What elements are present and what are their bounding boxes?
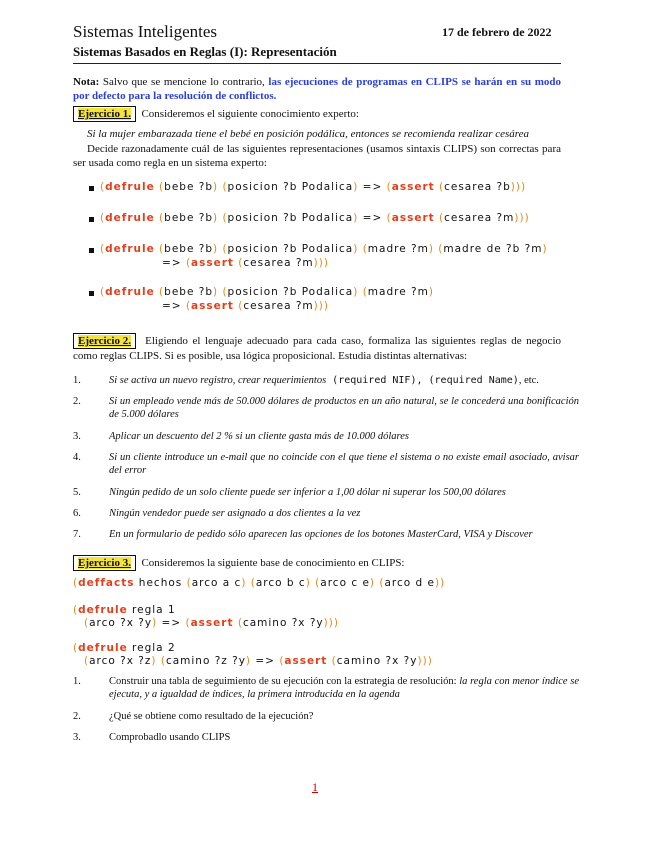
ex1-rule-line: (defrule (bebe ?b) (posicion ?b Podalica) (madre ?m) (madre de ?b ?m) — [100, 243, 548, 255]
note-text: Salvo que se mencione lo contrario, — [102, 76, 265, 88]
ex3-list-item — [73, 710, 579, 723]
ex3-label: Ejercicio 3. — [78, 557, 131, 569]
note-paragraph — [73, 75, 561, 103]
ex1-rule-line: (defrule (bebe ?b) (posicion ?b Podalica) (madre ?m) — [100, 286, 434, 298]
page-number: 1 — [312, 780, 318, 794]
ex3-list-item — [73, 731, 579, 744]
ex1-rule-line: => (assert (cesarea ?m))) — [162, 300, 329, 312]
ex2-list-item — [73, 430, 579, 443]
list-number: 3. — [73, 431, 81, 442]
ex3-rule1-head: (defrule regla 1 — [73, 604, 176, 616]
bullet-marker — [89, 217, 94, 222]
note-label: Nota: — [73, 76, 100, 88]
ex3-intro: Consideremos la siguiente base de conocimiento en CLIPS: — [141, 557, 405, 569]
bullet-marker — [89, 291, 94, 296]
list-text: Comprobadlo usando CLIPS — [109, 732, 231, 743]
ex1-header — [73, 106, 561, 122]
ex2-label-box — [73, 333, 136, 349]
list-text: En un formulario de pedido sólo aparecen las opciones de los botones MasterCard, VISA y Discover — [109, 529, 533, 540]
list-number: 2. — [73, 711, 81, 722]
note-highlight: las ejecuciones de programas en CLIPS se harán en su modo por defecto para la resolución de conflictos. — [73, 76, 561, 102]
ex1-intro: Consideremos el siguiente conocimiento experto: — [141, 108, 359, 120]
list-code: (required NIF), (required Name) — [326, 375, 519, 386]
ex3-label-box — [73, 555, 136, 571]
list-number: 1. — [73, 676, 81, 687]
ex2-list-item — [73, 507, 579, 520]
list-number: 3. — [73, 732, 81, 743]
list-number: 4. — [73, 452, 81, 463]
ex3-rule2-body: (arco ?x ?z) (camino ?z ?y) => (assert (camino ?x ?y))) — [84, 655, 433, 667]
ex1-rule-line: (defrule (bebe ?b) (posicion ?b Podalica) => (assert (cesarea ?m))) — [100, 212, 530, 224]
ex3-header — [73, 555, 561, 571]
ex2-list-item — [73, 395, 579, 421]
list-text: Ningún pedido de un solo cliente puede ser inferior a 1,00 dólar ni superar los 500,00 dólares — [109, 487, 506, 498]
list-text: ¿Qué se obtiene como resultado de la ejecución? — [109, 711, 314, 722]
list-number: 1. — [73, 375, 81, 386]
ex3-rule2-head: (defrule regla 2 — [73, 642, 176, 654]
ex2-list-item — [73, 451, 579, 477]
ex1-task: Decide razonadamente cuál de las siguientes representaciones (usamos sintaxis CLIPS) son correctas para ser usada como regla en un sistema experto: — [73, 143, 561, 169]
ex2-list-item — [73, 528, 579, 541]
ex1-rule-line: (defrule (bebe ?b) (posicion ?b Podalica) => (assert (cesarea ?b))) — [100, 181, 527, 193]
ex2-intro: Eligiendo el lenguaje adecuado para cada caso, formaliza las siguientes reglas de negocio como reglas CLIPS. Si es posible, usa lógica proposicional. Estudia distintas alternativas: — [73, 335, 561, 362]
list-text: Si un empleado vende más de 50.000 dólares de productos en un año natural, se le concederá una bonificación de 5.000 dólares — [109, 396, 579, 420]
bullet-marker — [89, 186, 94, 191]
ex1-label: Ejercicio 1. — [78, 108, 131, 120]
ex3-rule1-body: (arco ?x ?y) => (assert (camino ?x ?y))) — [84, 617, 339, 629]
ex3-list-item — [73, 675, 579, 701]
ex2-list-item — [73, 374, 579, 387]
ex2-header — [73, 333, 561, 363]
list-tail: , etc. — [518, 375, 539, 386]
ex2-list-item — [73, 486, 579, 499]
ex1-quote: Si la mujer embarazada tiene el bebé en posición podálica, entonces se recomienda realizar cesárea — [87, 128, 530, 140]
list-italic-text: la regla con menor índice se ejecuta, y a igualdad de índices, la primera introducida en la agenda — [109, 676, 579, 700]
list-text: Construir una tabla de seguimiento de su ejecución con la estrategia de resolución: — [109, 676, 457, 687]
header-divider — [73, 63, 561, 64]
list-number: 7. — [73, 529, 81, 540]
list-number: 5. — [73, 487, 81, 498]
list-text: Si un cliente introduce un e-mail que no coincide con el que tiene el sistema o no existe email asociado, avisar del error — [109, 452, 579, 476]
document-date: 17 de febrero de 2022 — [442, 25, 552, 39]
document-subtitle: Sistemas Basados en Reglas (I): Representación — [73, 44, 337, 59]
ex1-rule-line: => (assert (cesarea ?m))) — [162, 257, 329, 269]
ex3-deffacts-line: (deffacts hechos (arco a c) (arco b c) (arco c e) (arco d e)) — [73, 577, 446, 589]
list-text: Ningún vendedor puede ser asignado a dos clientes a la vez — [109, 508, 361, 519]
list-text: Aplicar un descuento del 2 % si un cliente gasta más de 10.000 dólares — [109, 431, 409, 442]
list-text: Si se activa un nuevo registro, crear requerimientos — [109, 375, 327, 386]
ex1-label-box — [73, 106, 136, 122]
list-number: 6. — [73, 508, 81, 519]
list-number: 2. — [73, 396, 81, 407]
ex2-label: Ejercicio 2. — [78, 335, 131, 347]
document-title: Sistemas Inteligentes — [73, 22, 218, 41]
bullet-marker — [89, 248, 94, 253]
